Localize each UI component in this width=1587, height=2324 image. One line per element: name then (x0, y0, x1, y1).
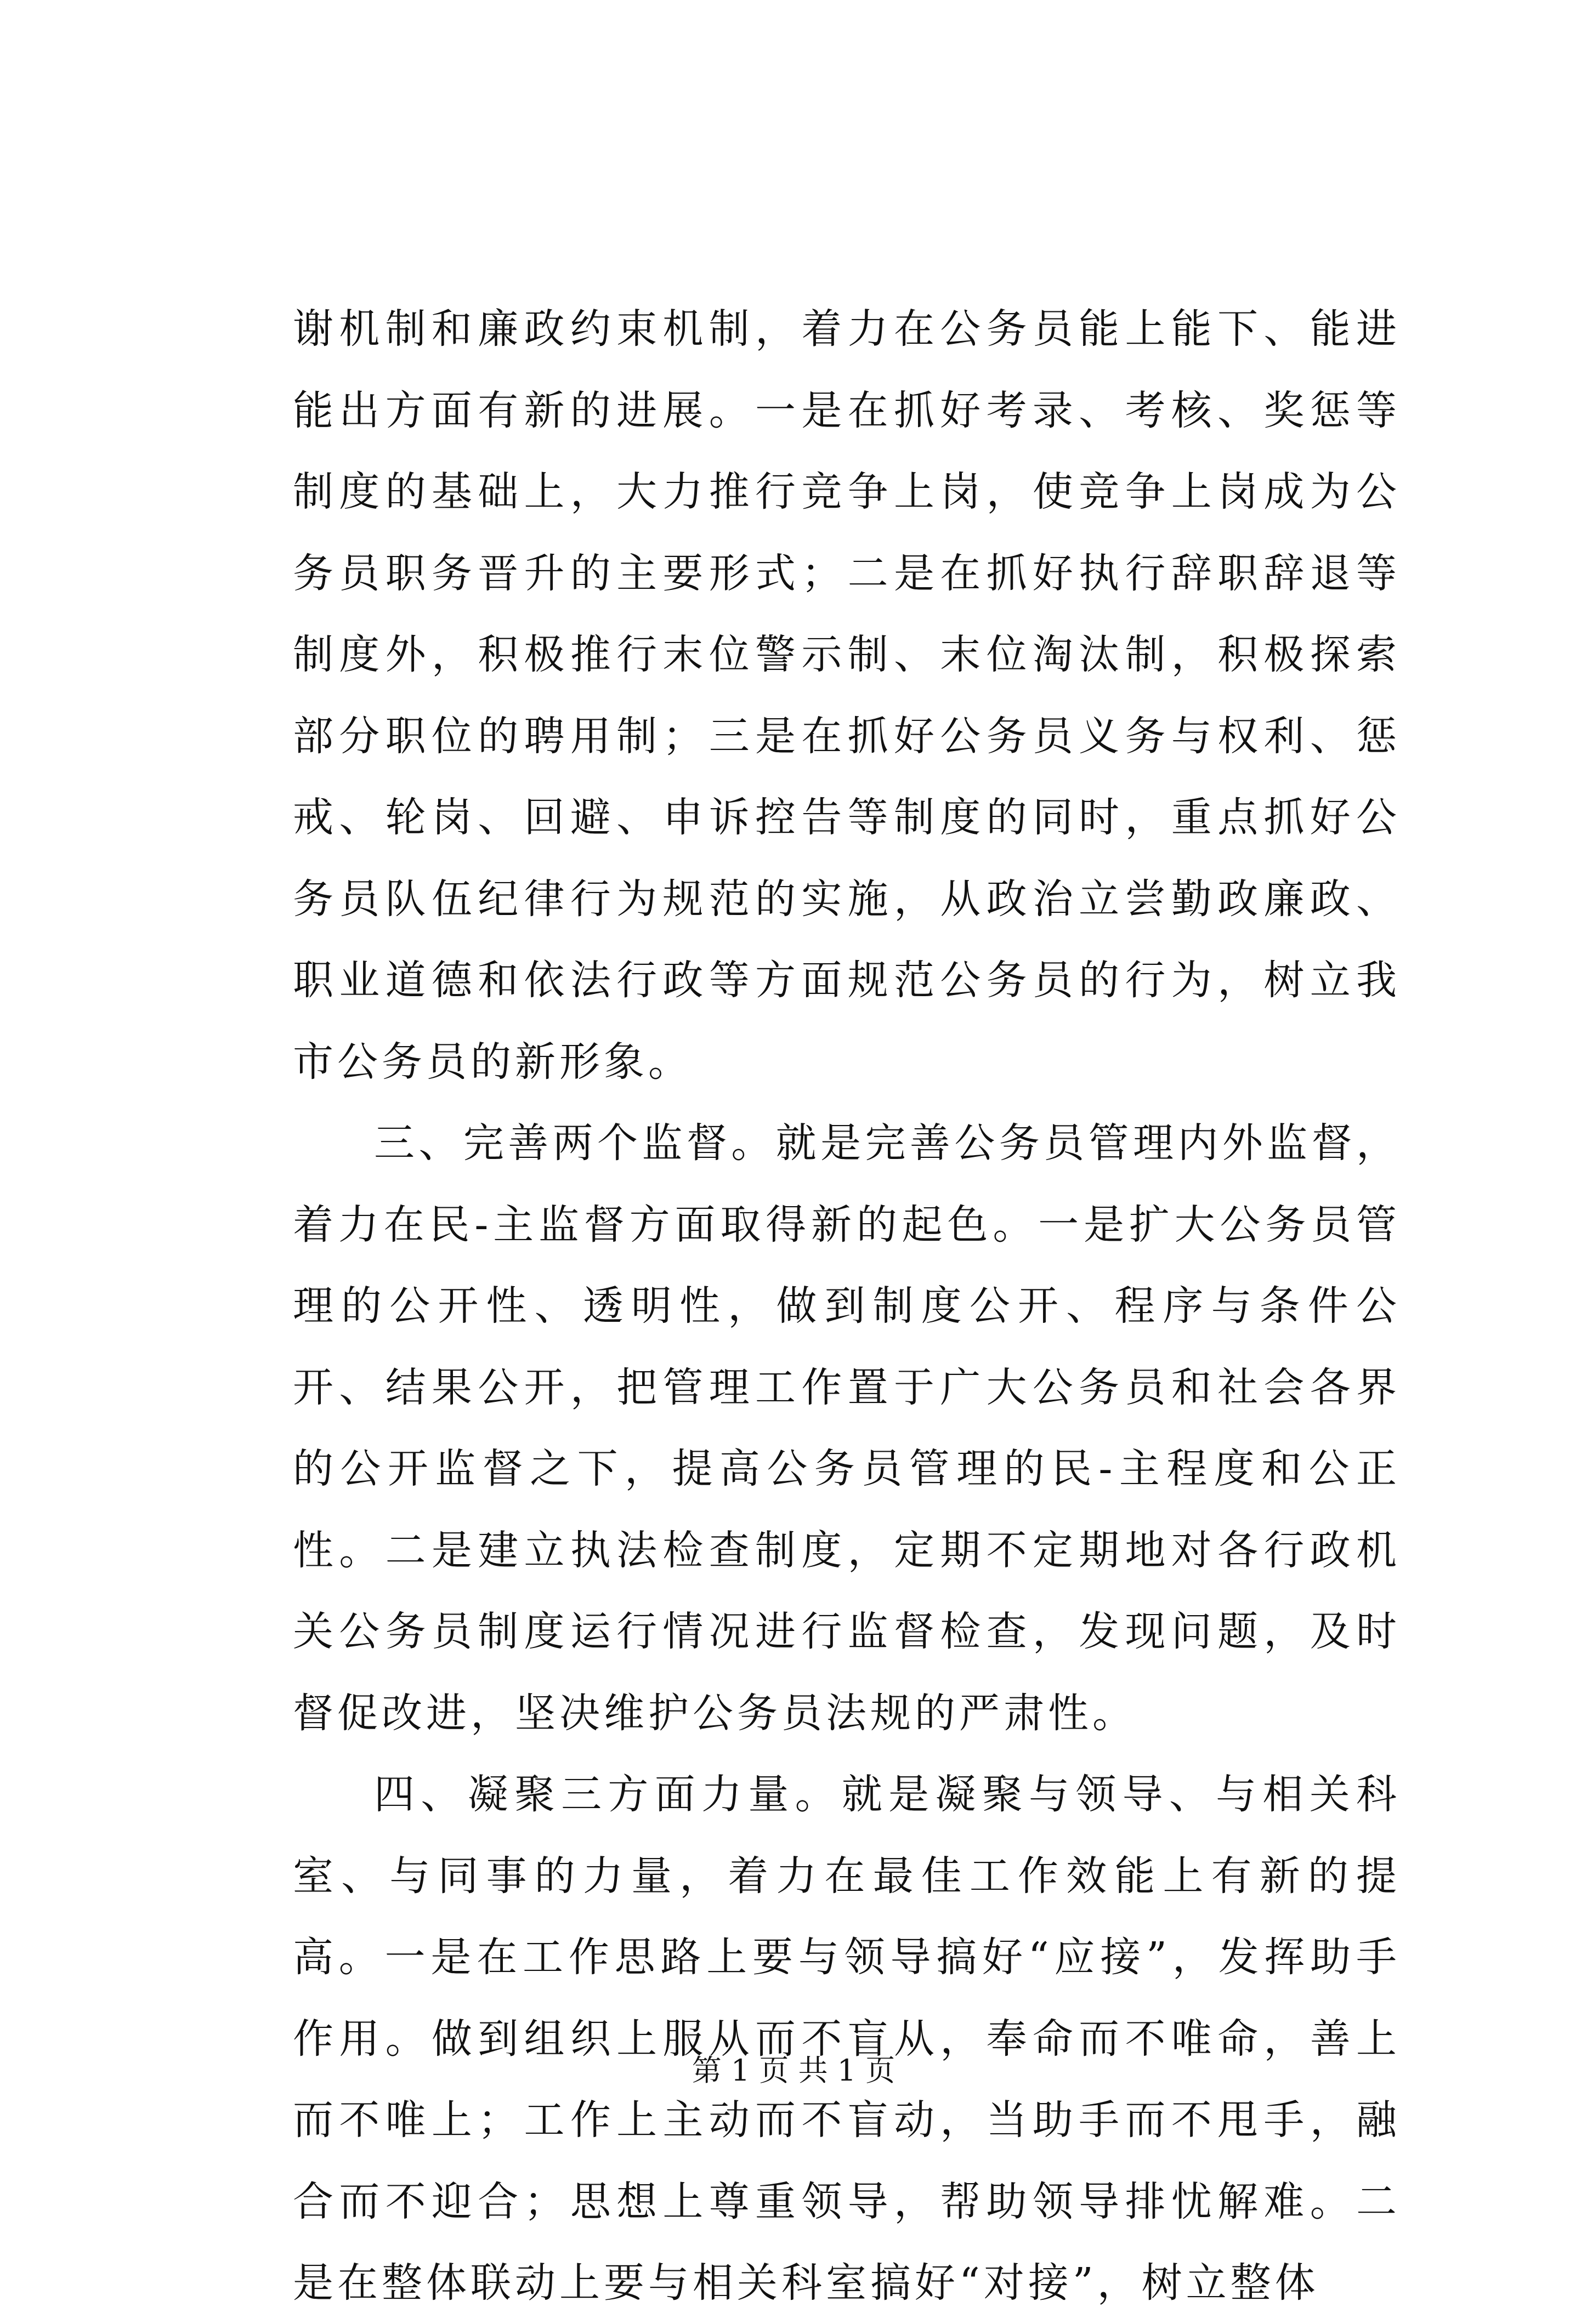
page-footer: 第 1 页 共 1 页 (692, 2053, 895, 2088)
paragraph-2: 三、完善两个监督。就是完善公务员管理内外监督，着力在民-主监督方面取得新的起色。一是扩大公务员管理的公开性、透明性，做到制度公开、程序与条件公开、结果公开，把管理工作置于广大公务员和社会各界的公开监督之下，提高公务员管理的民-主程度和公正性。二是建立执法检查制度，定期不定期地对各行政机关公务员制度运行情况进行监督检查，发现问题，及时督促改进，坚决维护公务员法规的严肃性。 (293, 1120, 1401, 1737)
document-body (293, 288, 1401, 2324)
paragraph-3: 四、凝聚三方面力量。就是凝聚与领导、与相关科室、与同事的力量，着力在最佳工作效能上有新的提高。一是在工作思路上要与领导搞好“应接”，发挥助手作用。做到组织上服从而不盲从，奉命而不唯命，善上而不唯上；工作上主动而不盲动，当助手而不甩手，融合而不迎合；思想上尊重领导，帮助领导排忧解难。二是在整体联动上要与相关科室搞好“对接”，树立整体 (293, 1771, 1401, 2306)
paragraph-1: 谢机制和廉政约束机制，着力在公务员能上能下、能进能出方面有新的进展。一是在抓好考录、考核、奖惩等制度的基础上，大力推行竞争上岗，使竞争上岗成为公务员职务晋升的主要形式；二是在抓好执行辞职辞退等制度外，积极推行末位警示制、末位淘汰制，积极探索部分职位的聘用制；三是在抓好公务员义务与权利、惩戒、轮岗、回避、申诉控告等制度的同时，重点抓好公务员队伍纪律行为规范的实施，从政治立尝勤政廉政、职业道德和依法行政等方面规范公务员的行为，树立我市公务员的新形象。 (293, 305, 1401, 1086)
